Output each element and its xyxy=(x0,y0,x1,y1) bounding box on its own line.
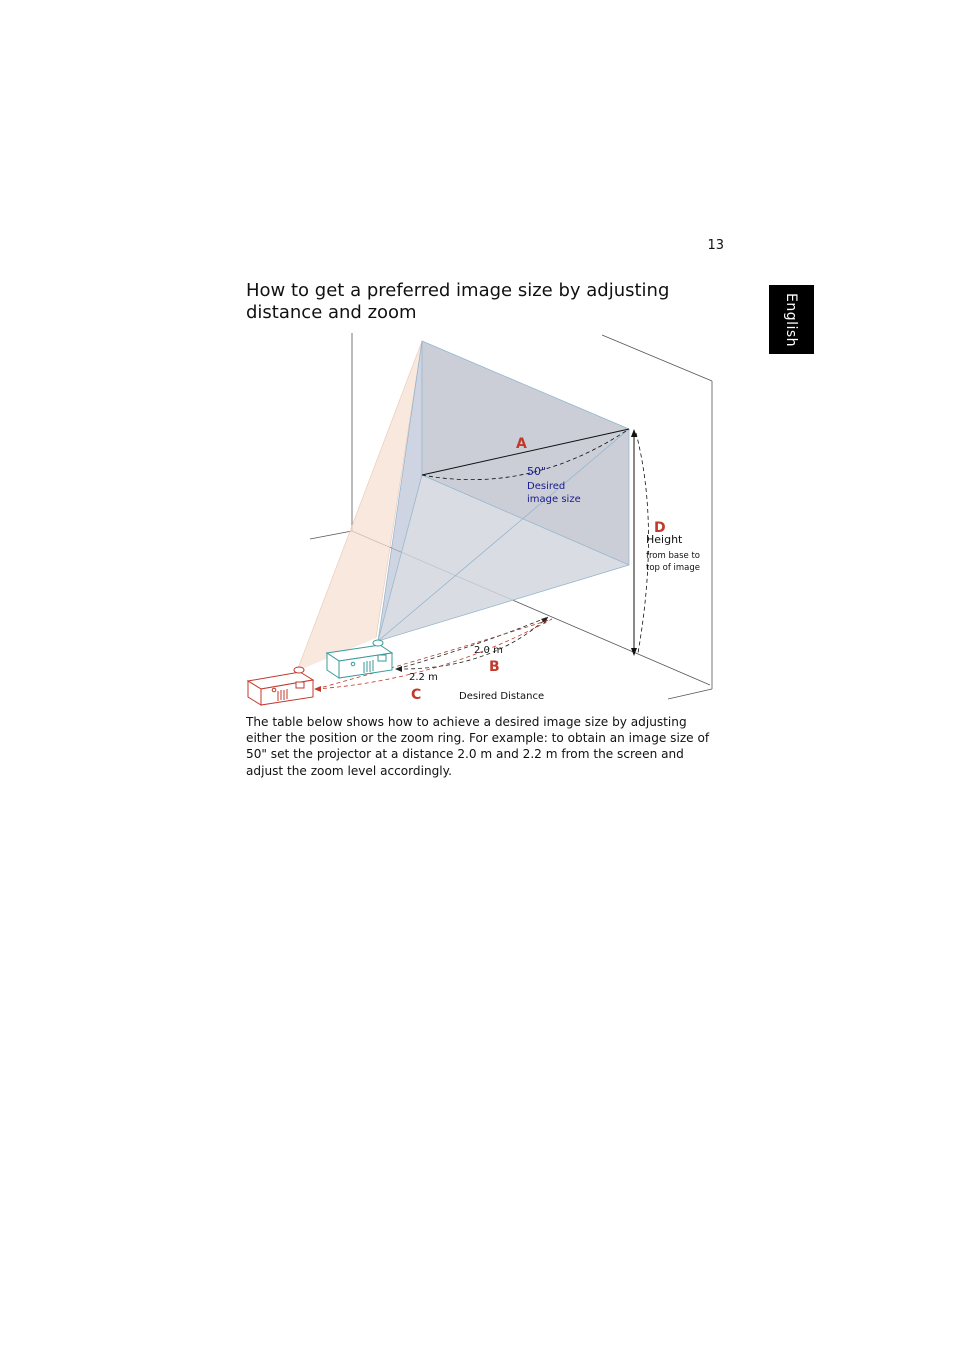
distance-far-label: 2.2 m xyxy=(409,672,438,683)
projection-diagram xyxy=(240,325,720,710)
language-tab-label: English xyxy=(783,292,800,347)
height-caption-2: top of image xyxy=(646,563,701,573)
far-projector-icon xyxy=(248,667,313,705)
image-size-caption-2: image size xyxy=(527,494,581,505)
distance-caption: Desired Distance xyxy=(459,691,545,702)
height-label: Height xyxy=(646,533,683,546)
label-a: A xyxy=(516,436,527,452)
height-caption-1: from base to xyxy=(646,551,700,561)
section-heading: How to get a preferred image size by adjusting distance and zoom xyxy=(246,280,670,323)
page-number: 13 xyxy=(707,238,724,253)
label-b: B xyxy=(489,659,500,675)
language-tab xyxy=(769,285,814,354)
label-d: D xyxy=(654,520,666,536)
body-paragraph: The table below shows how to achieve a desired image size by adjusting either the position or the zoom ring. For example: to obtain an image size of 50" set the projector at a distance 2.0 m and 2.2 m from the screen and adjust the zoom level accordingly. xyxy=(246,715,710,778)
image-size-value: 50" xyxy=(527,465,547,478)
label-c: C xyxy=(411,687,422,703)
distance-near-label: 2.0 m xyxy=(474,645,503,656)
image-size-caption-1: Desired xyxy=(527,481,566,492)
